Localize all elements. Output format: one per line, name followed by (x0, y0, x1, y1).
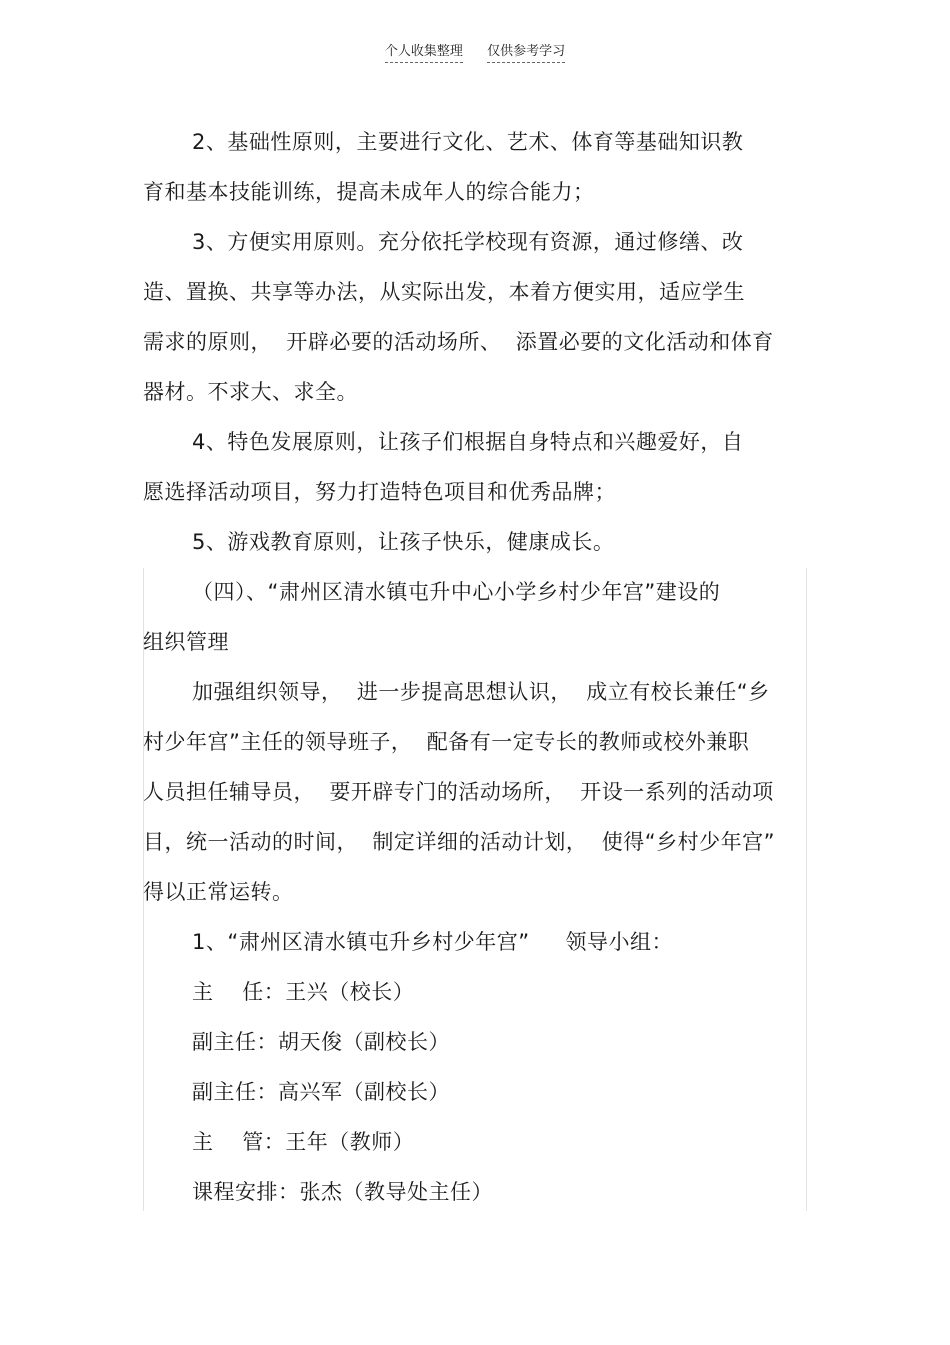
paragraph-line: 育和基本技能训练，提高未成年人的综合能力； (143, 180, 595, 204)
header-right-text: 仅供参考学习 (487, 40, 565, 63)
paragraph-line: 目，统一活动的时间， 制定详细的活动计划， 使得“乡村少年宫” (143, 830, 775, 854)
paragraph-line: 需求的原则， 开辟必要的活动场所、 添置必要的文化活动和体育 (143, 330, 774, 354)
list-heading: 1、“肃州区清水镇屯升乡村少年宫” 领导小组： (192, 930, 673, 954)
paragraph-line: 5、游戏教育原则，让孩子快乐，健康成长。 (192, 530, 615, 554)
list-item: 副主任：高兴军（副校长） (192, 1080, 450, 1104)
section-heading: （四）、“肃州区清水镇屯升中心小学乡村少年宫”建设的 (192, 580, 721, 604)
list-item: 主 管：王年（教师） (192, 1130, 415, 1154)
paragraph-line: 人员担任辅导员， 要开辟专门的活动场所， 开设一系列的活动项 (143, 780, 774, 804)
header-left-text: 个人收集整理 (385, 40, 463, 63)
paragraph-line: 器材。不求大、求全。 (143, 380, 358, 404)
list-item: 课程安排：张杰（教导处主任） (192, 1180, 493, 1204)
paragraph-line: 村少年宫”主任的领导班子， 配备有一定专长的教师或校外兼职 (143, 730, 750, 754)
paragraph-line: 3、方便实用原则。充分依托学校现有资源，通过修缮、改 (192, 230, 744, 254)
section-heading: 组织管理 (143, 630, 229, 654)
paragraph-line: 愿选择活动项目，努力打造特色项目和优秀品牌； (143, 480, 616, 504)
paragraph-line: 得以正常运转。 (143, 880, 294, 904)
paragraph-line: 造、置换、共享等办法，从实际出发，本着方便实用，适应学生 (143, 280, 745, 304)
paragraph-line: 加强组织领导， 进一步提高思想认识， 成立有校长兼任“乡 (192, 680, 770, 704)
list-item: 主 任：王兴（校长） (192, 980, 415, 1004)
frame-right-border (806, 568, 807, 1211)
page-header (0, 40, 950, 63)
paragraph-line: 4、特色发展原则，让孩子们根据自身特点和兴趣爱好，自 (192, 430, 744, 454)
list-item: 副主任：胡天俊（副校长） (192, 1030, 450, 1054)
paragraph-line: 2、基础性原则，主要进行文化、艺术、体育等基础知识教 (192, 130, 744, 154)
